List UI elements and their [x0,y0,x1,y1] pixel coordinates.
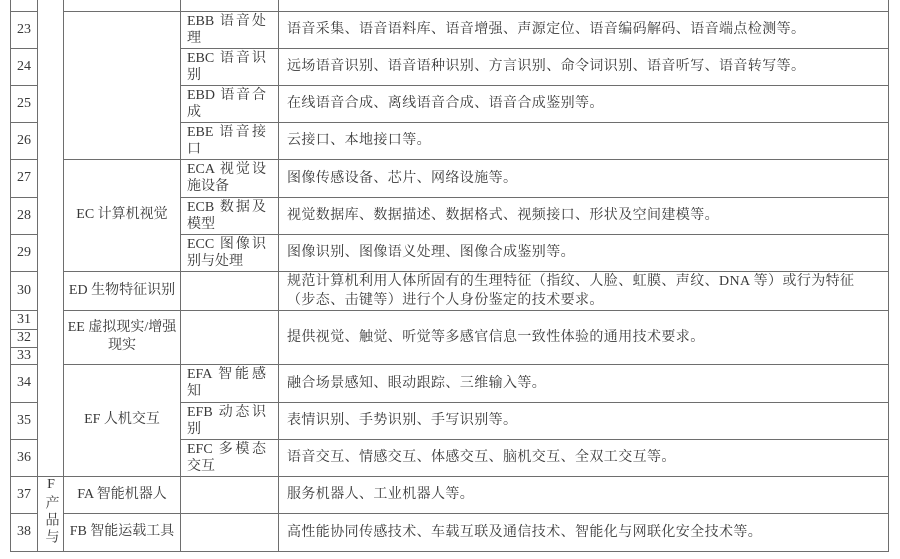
subcategory-cell-efc: EFC 多模态交互 [181,439,279,476]
row-27-number: 27 [11,159,38,197]
description-cell-36: 语音交互、情感交互、体感交互、脑机交互、全双工交互等。 [279,439,889,476]
description-cell-24: 远场语音识别、语音语种识别、方言识别、命令词识别、语音听写、语音转写等。 [279,48,889,85]
description-cell-25: 在线语音合成、离线语音合成、语音合成鉴别等。 [279,85,889,122]
row-38-number: 38 [11,514,38,552]
group-f-label: F产品与 [43,476,59,546]
description-cell-38: 高性能协同传感技术、车载互联及通信技术、智能化与网联化安全技术等。 [279,514,889,552]
subcategory-cell-empty-30 [181,271,279,310]
description-cell-28: 视觉数据库、数据描述、数据格式、视频接口、形状及空间建模等。 [279,197,889,234]
row-35-number: 35 [11,402,38,439]
description-cell-37: 服务机器人、工业机器人等。 [279,476,889,514]
category-cell-ee: EE 虚拟现实/增强现实 [64,310,181,364]
row-25-number: 25 [11,85,38,122]
subcategory-cell-empty-37 [181,476,279,514]
description-cell-27: 图像传感设备、芯片、网络设施等。 [279,159,889,197]
row-29-number: 29 [11,234,38,271]
row-23-number: 23 [11,11,38,48]
subcategory-cell-efa: EFA 智能感知 [181,364,279,402]
subcategory-cell-ebe: EBE 语音接口 [181,122,279,159]
description-cell-30: 规范计算机利用人体所固有的生理特征（指纹、人脸、虹膜、声纹、DNA 等）或行为特征（步态、击键等）进行个人身份鉴定的技术要求。 [279,271,889,310]
table-row-34 [11,364,889,402]
row-32-number: 32 [11,329,38,347]
category-cell-ef: EF 人机交互 [64,364,181,476]
subcategory-cell-ecc: ECC 图像识别与处理 [181,234,279,271]
classification-table [10,0,889,552]
row-37-number: 37 [11,476,38,514]
subcategory-cell-empty-31-33 [181,310,279,364]
subcategory-cell-efb: EFB 动态识别 [181,402,279,439]
row-30-number: 30 [11,271,38,310]
row-24-number: 24 [11,48,38,85]
row-34-number: 34 [11,364,38,402]
table-row-37 [11,476,889,514]
subcategory-cell-eca: ECA 视觉设施设备 [181,159,279,197]
category-cell-eb-continued [64,11,181,159]
subcategory-cell-ecb: ECB 数据及模型 [181,197,279,234]
group-cell-e-continued [38,0,64,476]
description-cell-29: 图像识别、图像语义处理、图像合成鉴别等。 [279,234,889,271]
table-row-38 [11,514,889,552]
partial-subcategory-cell [181,0,279,11]
group-cell-f-products [38,476,64,551]
description-cell-34: 融合场景感知、眼动跟踪、三维输入等。 [279,364,889,402]
category-cell-fb: FB 智能运载工具 [64,514,181,552]
subcategory-cell-empty-38 [181,514,279,552]
table-row-31 [11,310,889,329]
row-26-number: 26 [11,122,38,159]
subcategory-cell-ebb: EBB 语音处理 [181,11,279,48]
category-cell-fa: FA 智能机器人 [64,476,181,514]
description-cell-35: 表情识别、手势识别、手写识别等。 [279,402,889,439]
description-cell-23: 语音采集、语音语料库、语音增强、声源定位、语音编码解码、语音端点检测等。 [279,11,889,48]
partial-description-cell [279,0,889,11]
category-cell-ed: ED 生物特征识别 [64,271,181,310]
row-28-number: 28 [11,197,38,234]
table-row-27 [11,159,889,197]
subcategory-cell-ebd: EBD 语音合成 [181,85,279,122]
row-33-number: 33 [11,347,38,364]
description-cell-31-33: 提供视觉、触觉、听觉等多感官信息一致性体验的通用技术要求。 [279,310,889,364]
subcategory-cell-ebc: EBC 语音识别 [181,48,279,85]
row-36-number: 36 [11,439,38,476]
table-row-30 [11,271,889,310]
category-cell-ec: EC 计算机视觉 [64,159,181,271]
row-31-number: 31 [11,310,38,329]
partial-number-cell [11,0,38,11]
table-row-23 [11,11,889,48]
partial-category-cell [64,0,181,11]
table-row-partial [11,0,889,11]
description-cell-26: 云接口、本地接口等。 [279,122,889,159]
